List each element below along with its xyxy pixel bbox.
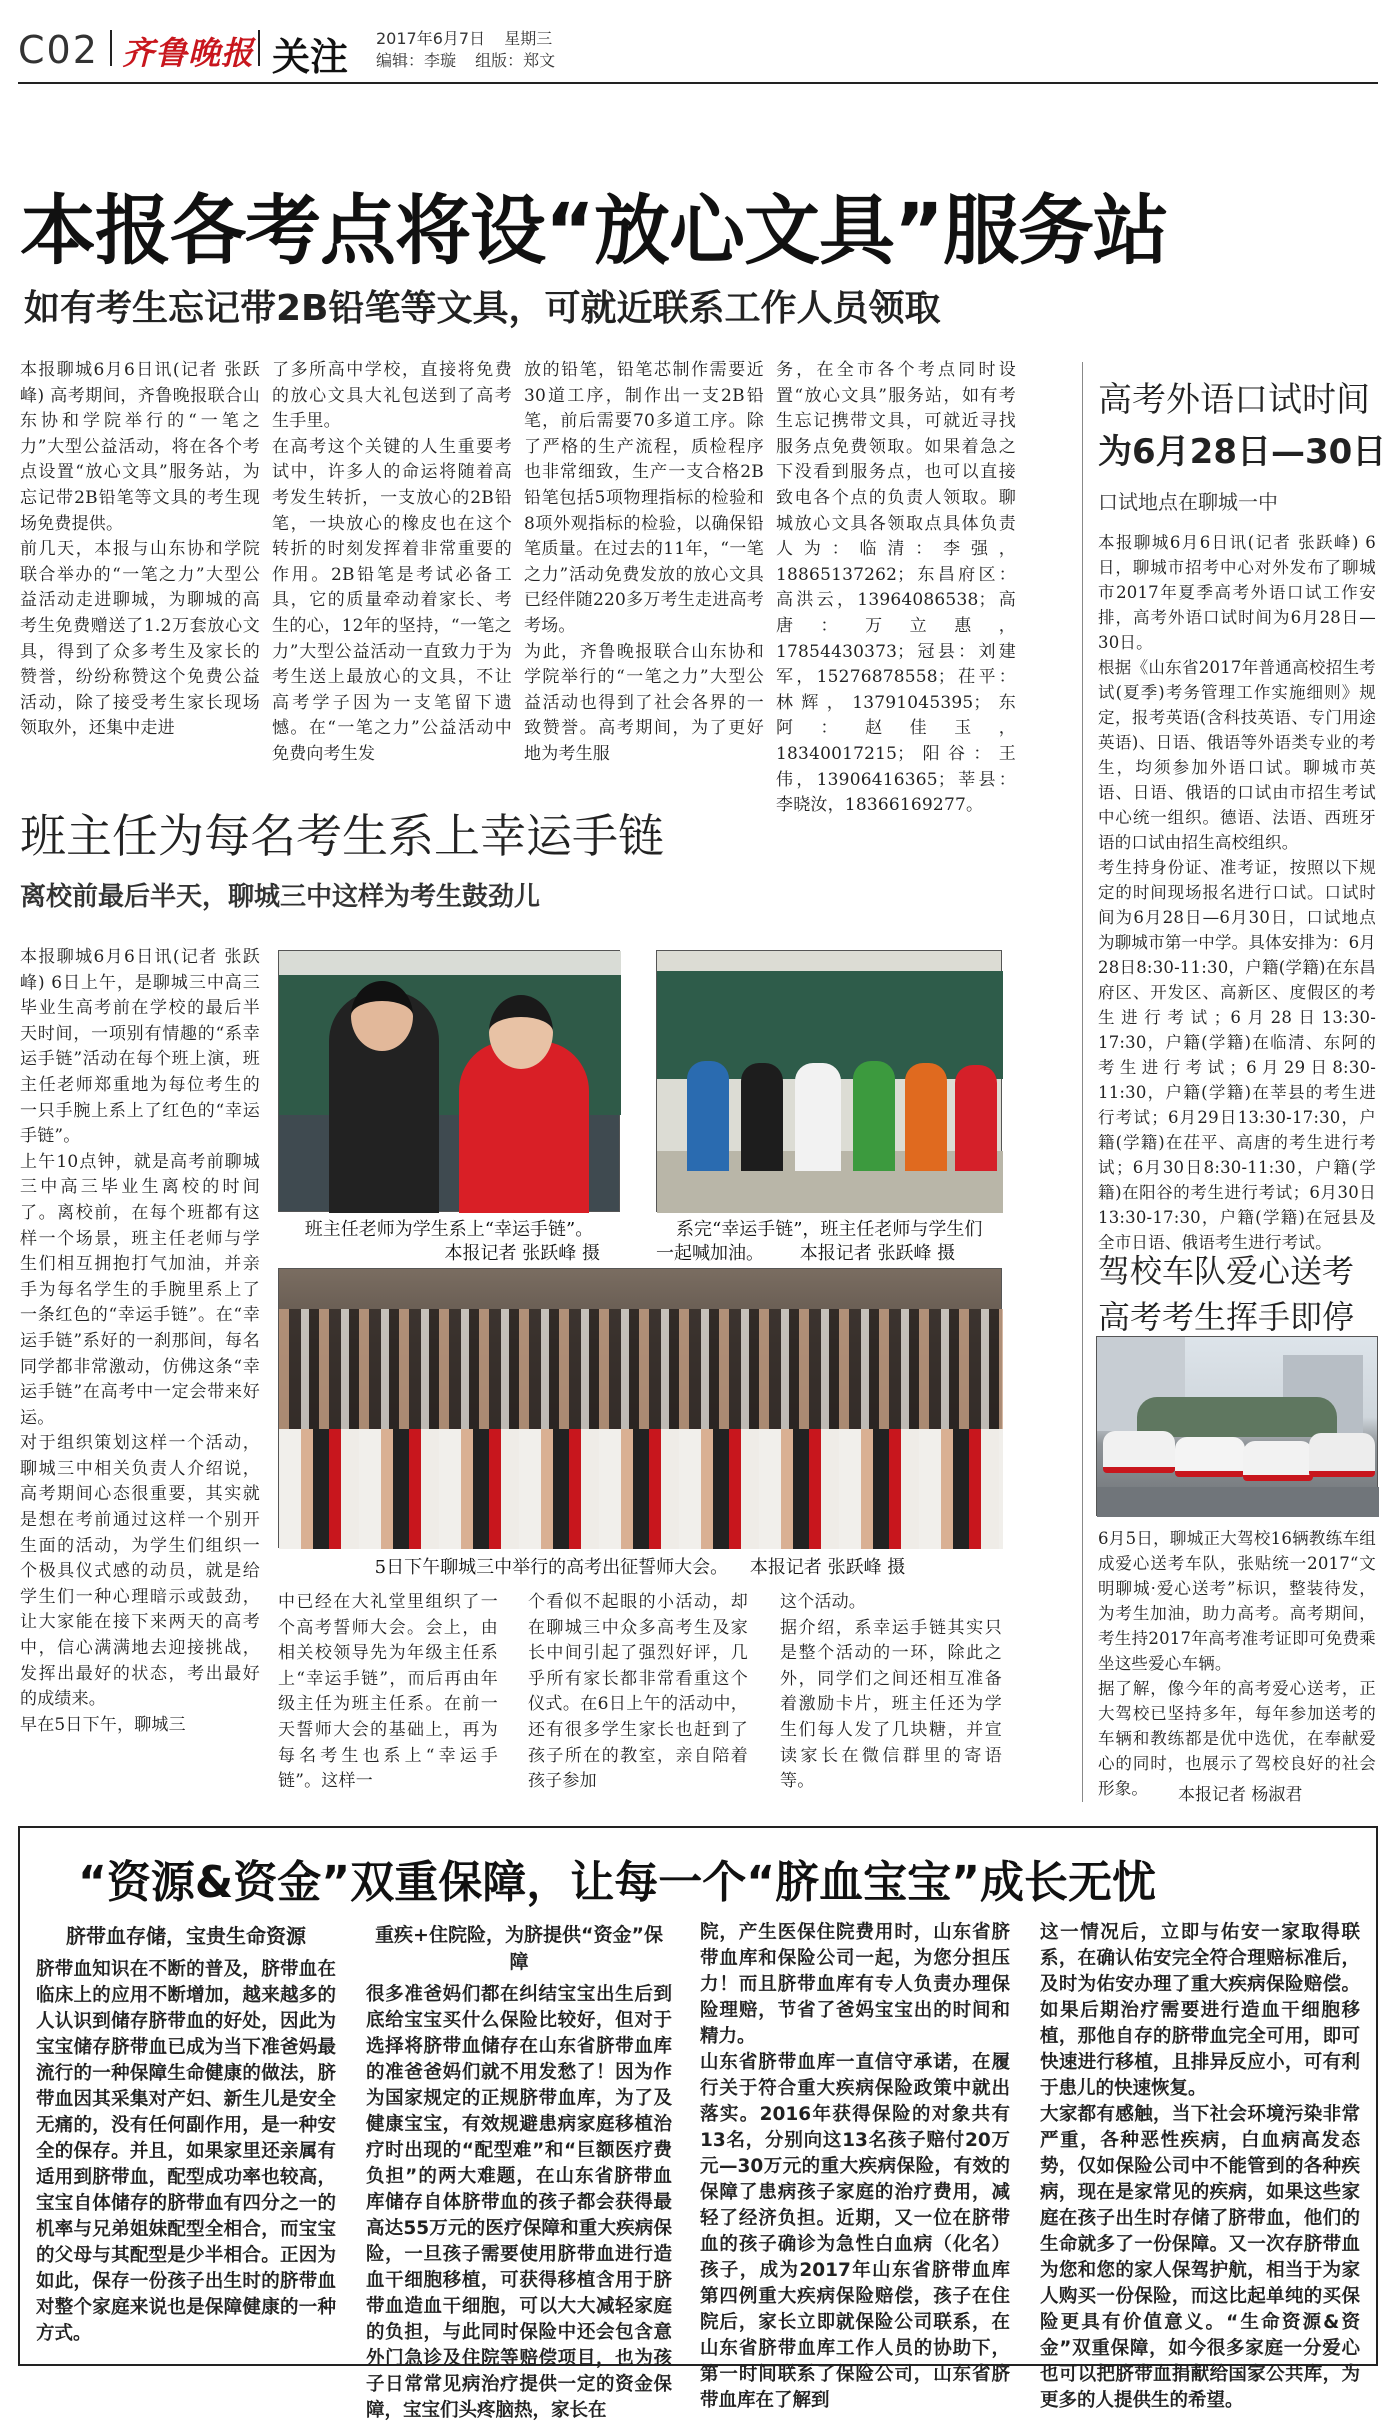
header-divider [258, 30, 260, 66]
story2-column-4: 这个活动。 据介绍，系幸运手链其实只是整个活动的一环，除此之外，同学们之间还相互准备着激励卡片，班主任还为学生们每人发了几块糖，并宣读家长在微信群里的寄语等。 [780, 1592, 1002, 1792]
header-rule [18, 82, 1378, 84]
photo3-caption [278, 1556, 1002, 1580]
photo2-caption-text-2: 一起喊加油。 [656, 1243, 764, 1264]
wall-top [279, 951, 621, 975]
sidebar2-headline-line2: 高考考生挥手即停 [1098, 1298, 1355, 1336]
ad-subhead-2: 重疾+住院险，为脐提供“资金”保障 [375, 1924, 663, 1973]
car [1103, 1431, 1175, 1473]
lead-column-3: 放的铅笔，铅笔芯制作需要近30道工序，制作出一支2B铅笔，前后需要70多道工序。除了严格的生产流程，质检程序也非常细致，生产一支合格2B铅笔包括5项物理指标的检验和8项外观指标的检验，以确保铅笔质量。在过去的11年，“一笔之力”活动免费发放的放心文具已经伴随220多万考生走进高考考场。 为此，齐鲁晚报联合山东协和学院举行的“一笔之力”大型公益活动也得到了社会各界的一致赞誉。高考期间，为了更好地为考生服 [524, 360, 764, 764]
sidebar1-headline [1098, 374, 1386, 478]
photo1-caption-text: 班主任老师为学生系上“幸运手链”。 [304, 1219, 594, 1240]
photo2-credit: 本报记者 张跃峰 摄 [799, 1243, 956, 1264]
column-divider [1082, 362, 1083, 1802]
sidebar2-body: 6月5日，聊城正大驾校16辆教练车组成爱心送考车队，张贴统一2017“文明聊城·爱心送考”标识，整装待发，为考生加油，助力高考。高考期间，考生持2017年高考准考证即可免费乘坐这些爱心车辆。 据了解，像今年的高考爱心送考，正大驾校已坚持多年，每年参加送考的车辆和教练都是优中选优，在奉献爱心的同时，也展示了驾校良好的社会形象。 [1098, 1529, 1376, 1798]
rally-photo [278, 1268, 1002, 1548]
student-figure [955, 1065, 997, 1171]
teacher-head [489, 995, 553, 1069]
student-figure [687, 1061, 729, 1171]
car [1309, 1433, 1375, 1477]
sidebar1-body: 本报聊城6月6日讯(记者 张跃峰) 6日，聊城市招考中心对外发布了聊城市2017年夏季高考外语口试工作安排，高考外语口试时间为6月28日—30日。 根据《山东省2017年普通高校招生考试(夏季)考务管理工作实施细则》规定，报考英语(含科技英语、专门用途英语)、日语、俄语等外语类专业的考生，均须参加外语口试。聊城市英语、日语、俄语的口试由市招生考试中心统一组织。德语、法语、西班牙语的口试由招生高校组织。 考生持身份证、准考证，按照以下规定的时间现场报名进行口试。口试时间为6月28日—6月30日，口试地点为聊城市第一中学。具体安排为：6月28日8:30-11:30，户籍(学籍)在东昌府区、开发区、高新区、度假区的考生进行考试；6月28日13:30-17:30，户籍(学籍)在临清、东阿的考生进行考试；6月29日8:30-11:30，户籍(学籍)在莘县的考生进行考试；6月29日13:30-17:30，户籍(学籍)在茌平、高唐的考生进行考试；6月30日8:30-11:30，户籍(学籍)在阳谷的考生进行考试；6月30日13:30-17:30，户籍(学籍)在冠县及全市日语、俄语考生进行考试。 [1098, 533, 1376, 1252]
newspaper-logo: 齐鲁晚报 [122, 34, 255, 72]
photo3-credit: 本报记者 张跃峰 摄 [749, 1557, 906, 1578]
crowd-rows [279, 1309, 1003, 1429]
ad-text-1: 脐带血知识在不断的普及，脐带血在临床上的应用不断增加，越来越多的人认识到储存脐带血的好处，因此为宝宝储存脐带血已成为当下准爸妈最流行的一种保障生命健康的做法，脐带血因其采集对产妇、新生儿是安全无痛的，没有任何副作用，是一种安全的保存。并且，如果家里还亲属有适用到脐带血，配型成功率也较高，宝宝自体储存的脐带血有四分之一的机率与兄弟姐妹配型全相合，而宝宝的父母与其配型是少半相合。正因为如此，保存一份孩子出生时的脐带血对整个家庭来说也是保障健康的一种方式。 [36, 1959, 336, 2344]
sidebar1-headline-line1: 高考外语口试时间 [1098, 380, 1370, 420]
student-figure [741, 1063, 783, 1171]
section-title: 关注 [272, 35, 349, 79]
teacher-figure [795, 1063, 841, 1171]
lead-column-4: 务，在全市各个考点同时设置“放心文具”服务站，如有考生忘记携带文具，可就近寻找服务点免费领取。如果着急之下没看到服务点，也可以直接致电各个点的负责人领取。聊城放心文具各领取点具体负责人为：临清：李强，18865137262；东昌府区：高洪云，13964086538；高唐：万立惠，17854430373；冠县：刘建军，15276878558；茌平：林辉，13791045395；东阿：赵佳玉，18340017215；阳谷：王伟，13906416365；莘县：李晓汝，18366169277。 [776, 360, 1016, 816]
story2-column-3: 个看似不起眼的小活动，却在聊城三中众多高考生及家长中间引起了强烈好评，几乎所有家长都非常看重这个仪式。在6日上午的活动中，还有很多学生家长也赶到了孩子所在的教室，亲自陪着孩子参加 [528, 1592, 748, 1792]
sidebar2-headline [1098, 1248, 1354, 1340]
ad-headline: “资源&资金”双重保障，让每一个“脐血宝宝”成长无忧 [78, 1857, 1157, 1908]
photo1-caption [278, 1218, 620, 1266]
ad-text-3: 院，产生医保住院费用时，山东省脐带血库和保险公司一起，为您分担压力！而且脐带血库有专人负责办理保险理赔，节省了爸妈宝宝出的时间和精力。 山东省脐带血库一直信守承诺，在履行关于符合重大疾病保险政策中就出落实。2016年获得保险的对象共有13名，分别向这13名孩子赔付20万元—30万元的重大疾病保险，有效的保障了患病孩子家庭的治疗费用，减轻了经济负担。近期，又一位在脐带血的孩子确诊为急性白血病（化名）孩子，成为2017年山东省脐带血库第四例重大疾病保险赔偿，孩子在住院后，家长立即就保险公司联系，在山东省脐带血库工作人员的协助下，第一时间联系了保险公司，山东省脐带血库在了解到 [700, 1922, 1010, 2411]
photo2-caption-line2 [656, 1242, 1002, 1266]
student-figure [905, 1063, 947, 1171]
sidebar2-byline: 本报记者 杨淑君 [1178, 1785, 1303, 1805]
driving-school-cars-photo [1096, 1336, 1378, 1516]
header-divider [110, 30, 112, 66]
ad-subhead-1: 脐带血存储，宝贵生命资源 [66, 1924, 306, 1948]
sidebar1-subhead: 口试地点在聊城一中 [1098, 490, 1278, 514]
photo2-caption [656, 1218, 1002, 1266]
lead-column-1: 本报聊城6月6日讯(记者 张跃峰) 高考期间，齐鲁晚报联合山东协和学院举行的“一笔之力”大型公益活动，将在各个考点设置“放心文具”服务站，为忘记带2B铅笔等文具的考生现场免费提供。 前几天，本报与山东协和学院联合举办的“一笔之力”大型公益活动走进聊城，为聊城的高考生免费赠送了1.2万套放心文具，得到了众多考生及家长的赞誉，纷纷称赞这个免费公益活动，除了接受考生家长现场领取外，还集中走进 [20, 360, 260, 739]
lead-headline: 本报各考点将设“放心文具”服务站 [20, 186, 1168, 275]
page-number: C02 [18, 28, 99, 72]
student-head [351, 981, 413, 1051]
photo1-credit: 本报记者 张跃峰 摄 [444, 1243, 600, 1264]
student-figure [853, 1061, 895, 1171]
group-photo [656, 950, 1002, 1212]
car [1175, 1437, 1245, 1477]
story2-headline: 班主任为每名考生系上幸运手链 [20, 809, 664, 863]
issue-date [376, 26, 552, 49]
photo3-caption-text: 5日下午聊城三中举行的高考出征誓师大会。 [374, 1557, 729, 1578]
photo2-caption-text: 系完“幸运手链”，班主任老师与学生们 [676, 1219, 983, 1240]
sidebar2-headline-line1: 驾校车队爱心送考 [1098, 1252, 1355, 1290]
ad-text-4: 这一情况后，立即与佑安一家取得联系，在确认佑安完全符合理赔标准后，及时为佑安办理了重大疾病保险赔偿。如果后期治疗需要进行造血干细胞移植，那他自存的脐带血完全可用，即可快速进行移植，且排异反应小，可有利于患儿的快速恢复。 大家都有感触，当下社会环境污染非常严重，各种恶性疾病，白血病高发态势，仅如保险公司中不能管到的各种疾病，现在是家常见的疾病，如果这些家庭在孩子出生时存储了脐带血，他们的生命就多了一份保障。又一次存脐带血为您和您的家人保驾护航，相当于为家人购买一份保险，而这比起单纯的买保险更具有价值意义。“生命资源&资金”双重保障，如今很多家庭一分爱心也可以把脐带血捐献给国家公共库，为更多的人提供生的希望。 [1040, 1922, 1360, 2411]
ad-text-2: 很多准爸妈们都在纠结宝宝出生后到底给宝宝买什么保险比较好，但对于选择将脐带血储存在山东省脐带血库的准爸爸妈们就不用发愁了！因为作为国家规定的正规脐带血库，为了及健康宝宝，有效规避患病家庭移植治疗时出现的“配型难”和“巨额医疗费负担”的两大难题，在山东省脐带血库储存自体脐带血的孩子都会获得最高达55万元的医疗保障和重大疾病保险，一旦孩子需要使用脐带血进行造血干细胞移植，可获得移植含用于脐带血造血干细胞，可以大大减轻家庭的负担，与此同时保险中还会包含意外门急诊及住院等赔偿项目，也为孩子日常常见病治疗提供一定的资金保障，宝宝们头疼脑热，家长在 [366, 1984, 672, 2421]
lead-column-2: 了多所高中学校，直接将免费的放心文具大礼包送到了高考生手里。 在高考这个关键的人生重要考试中，许多人的命运将随着高考发生转折，一支放心的2B铅笔，一块放心的橡皮也在这个转折的时刻发挥着非常重要的作用。2B铅笔是考试必备工具，它的质量牵动着家长、考生的心，12年的坚持，“一笔之力”大型公益活动一直致力于为考生送上最放心的文具，不让高考学子因为一支笔留下遗憾。在“一笔之力”公益活动中免费向考生发 [272, 360, 512, 764]
story2-column-1: 本报聊城6月6日讯(记者 张跃峰) 6日上午，是聊城三中高三毕业生高考前在学校的最后半天时间，一项别有情趣的“系幸运手链”活动在每个班上演，班主任老师郑重地为每位考生的一只手腕上系上了红色的“幸运手链”。 上午10点钟，就是高考前聊城三中高三毕业生离校的时间了。离校前，在每个班都有这样一个场景，班主任老师与学生们相互拥抱打气加油，并亲手为每名学生的手腕里系上了一条红色的“幸运手链”。在“幸运手链”系好的一刹那间，每名同学都非常激动，仿佛这条“幸运手链”在高考中一定会带来好运。 对于组织策划这样一个活动，聊城三中相关负责人介绍说，高考期间心态很重要，其实就是想在考前通过这样一个别开生面的活动，为学生们组织一个极具仪式感的动员，就是给学生们一种心理暗示或鼓劲，让大家能在接下来两天的高考中，信心满满地去迎接挑战，发挥出最好的状态，考出最好的成绩来。 早在5日下午，聊城三 [20, 947, 260, 1735]
road [1097, 1487, 1379, 1517]
crowd-front [279, 1429, 1003, 1549]
editor: 编辑：李璇 [376, 51, 457, 70]
story2-column-2: 中已经在大礼堂里组织了一个高考誓师大会。会上，由相关校领导先为年级主任系上“幸运手链”，而后再由年级主任为班主任系。在前一天誓师大会的基础上，再为每名考生也系上“幸运手链”。这样一 [278, 1592, 498, 1792]
weekday: 星期三 [504, 29, 553, 48]
story2-subhead: 离校前最后半天，聊城三中这样为考生鼓劲儿 [20, 882, 541, 912]
teacher-bracelet-photo [278, 950, 620, 1212]
ad-column-2 [366, 1920, 672, 2421]
ad-column-1 [36, 1920, 336, 2357]
date: 2017年6月7日 [376, 29, 486, 48]
designer: 组版：郑文 [475, 51, 556, 70]
sidebar1-headline-line2: 为6月28日—30日 [1098, 432, 1387, 472]
editor-line [376, 48, 555, 71]
lead-subhead: 如有考生忘记带2B铅笔等文具，可就近联系工作人员领取 [24, 288, 941, 329]
car [1243, 1441, 1313, 1481]
